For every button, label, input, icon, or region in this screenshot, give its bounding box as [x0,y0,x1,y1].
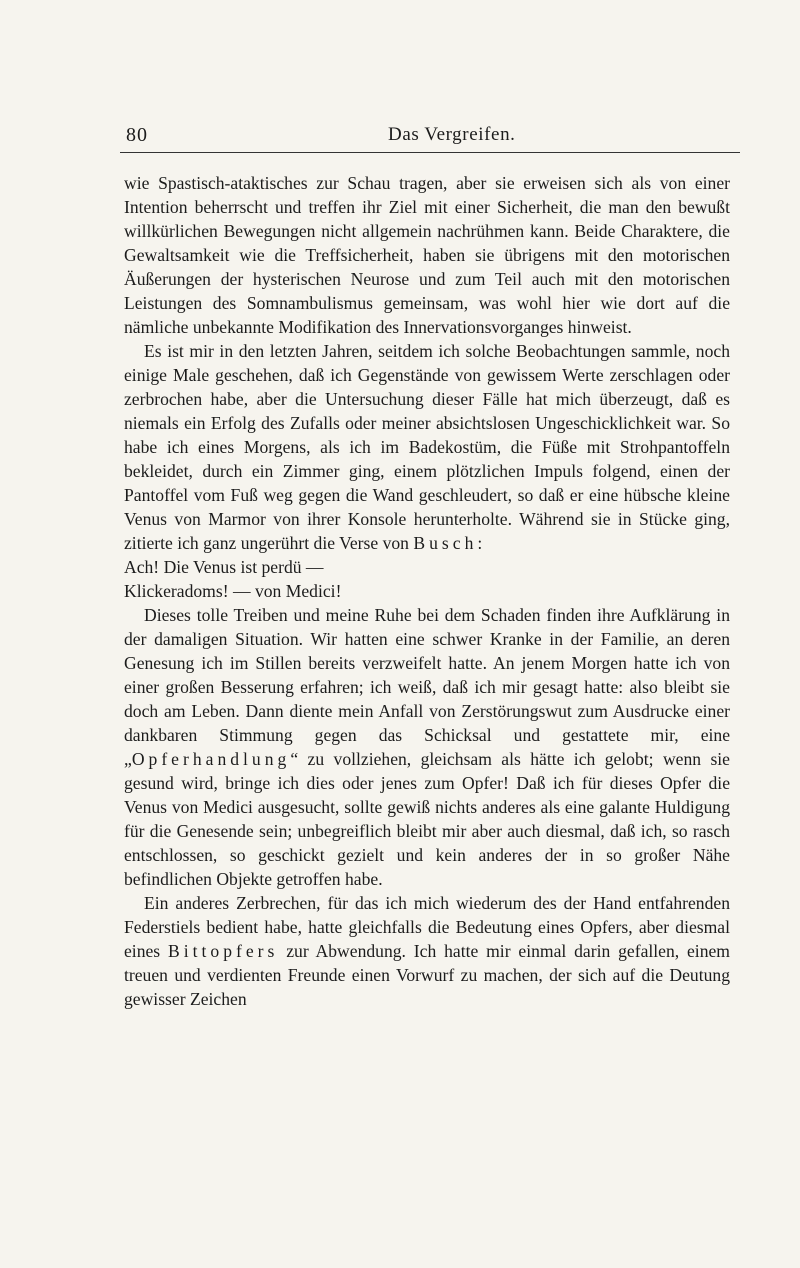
body-text [124,171,730,1011]
running-head: Das Vergreifen. [388,124,516,145]
paragraph-1-text: wie Spastisch-ataktisches zur Schau tragen, aber sie erweisen sich als von einer Intention beherrscht und treffen ihr Ziel mit einer Sicherheit, die man den bewußt willkürlichen Bewegungen nicht allgemein nachrühmen kann. Beide Charaktere, die Gewaltsamkeit wie die Treffsicherheit, haben sie übrigens mit den motorischen Äußerungen der hysterischen Neurose und zum Teil auch mit den motorischen Leistungen des Somnambulismus gemeinsam, was wohl hier wie dort auf die nämliche unbekannte Modifikation des Innervationsvorganges hinweist. [124,173,730,337]
paragraph-2-colon: : [477,533,483,553]
verse-line-2: Klickeradoms! — von Medici! [124,581,342,601]
paragraph-2-text: Es ist mir in den letzten Jahren, seitdem ich solche Beobachtungen sammle, noch einige Male geschehen, daß ich Gegenstände von gewissem Werte zerschlagen oder zerbrochen habe, aber die Untersuchung dieser Fälle hat mich überzeugt, daß es niemals ein Erfolg des Zufalls oder meiner absichtslosen Ungeschicklichkeit war. So habe ich eines Morgens, als ich im Badekostüm, die Füße mit Strohpantoffeln bekleidet, durch ein Zimmer ging, einem plötzlichen Impuls folgend, einen der Pantoffel vom Fuß weg gegen die Wand geschleudert, so daß er eine hübsche kleine Venus von Marmor von ihrer Konsole herunterholte. Während sie in Stücke ging, zitierte ich ganz ungerührt die Verse von [124,341,730,553]
verse-line-1: Ach! Die Venus ist perdü — [124,557,324,577]
author-name-busch: Busch [413,533,478,553]
paragraph-2 [124,339,730,555]
paragraph-4 [124,891,730,1011]
emphasis-opferhandlung: Opferhandlung [131,749,291,769]
paragraph-3-text-b: “ zu vollziehen, gleichsam als hätte ich gelobt; wenn sie gesund wird, bringe ich dies oder jenes zum Opfer! Daß ich für dieses Opfer die Venus von Medici ausgesucht, sollte gewiß nichts anderes als eine galante Huldigung für die Genesende sein; unbegreiflich bleibt mir aber auch diesmal, daß ich, so rasch entschlossen, so geschickt gezielt und kein anderes der in so großer Nähe befindlichen Objekte getroffen habe. [124,749,730,889]
paragraph-4-text-a: Ein anderes Zerbrechen, für das ich mich wiederum des der Hand entfahrenden Federstiels bedient habe, hatte gleichfalls die Bedeutung eines Opfers, aber diesmal eines [124,893,730,961]
page-header [120,122,740,153]
page-number: 80 [126,124,148,146]
paragraph-1 [124,171,730,339]
emphasis-bittopfers: Bittopfers [168,941,279,961]
paragraph-4-text-b: zur Abwendung. Ich hatte mir einmal darin gefallen, einem treuen und verdienten Freunde einen Vorwurf zu machen, der sich auf die Deutung gewisser Zeichen [124,941,730,1009]
paragraph-3-text-a: Dieses tolle Treiben und meine Ruhe bei dem Schaden finden ihre Aufklärung in der damaligen Situation. Wir hatten eine schwer Kranke in der Familie, an deren Genesung ich im Stillen bereits verzweifelt hatte. An jenem Morgen hatte ich von einer großen Besserung erfahren; ich weiß, daß ich mir gesagt hatte: also bleibt sie doch am Leben. Dann diente mein Anfall von Zerstörungswut zum Ausdrucke einer dankbaren Stimmung gegen das Schicksal und gestattete mir, eine „ [124,605,730,769]
paragraph-3 [124,603,730,891]
